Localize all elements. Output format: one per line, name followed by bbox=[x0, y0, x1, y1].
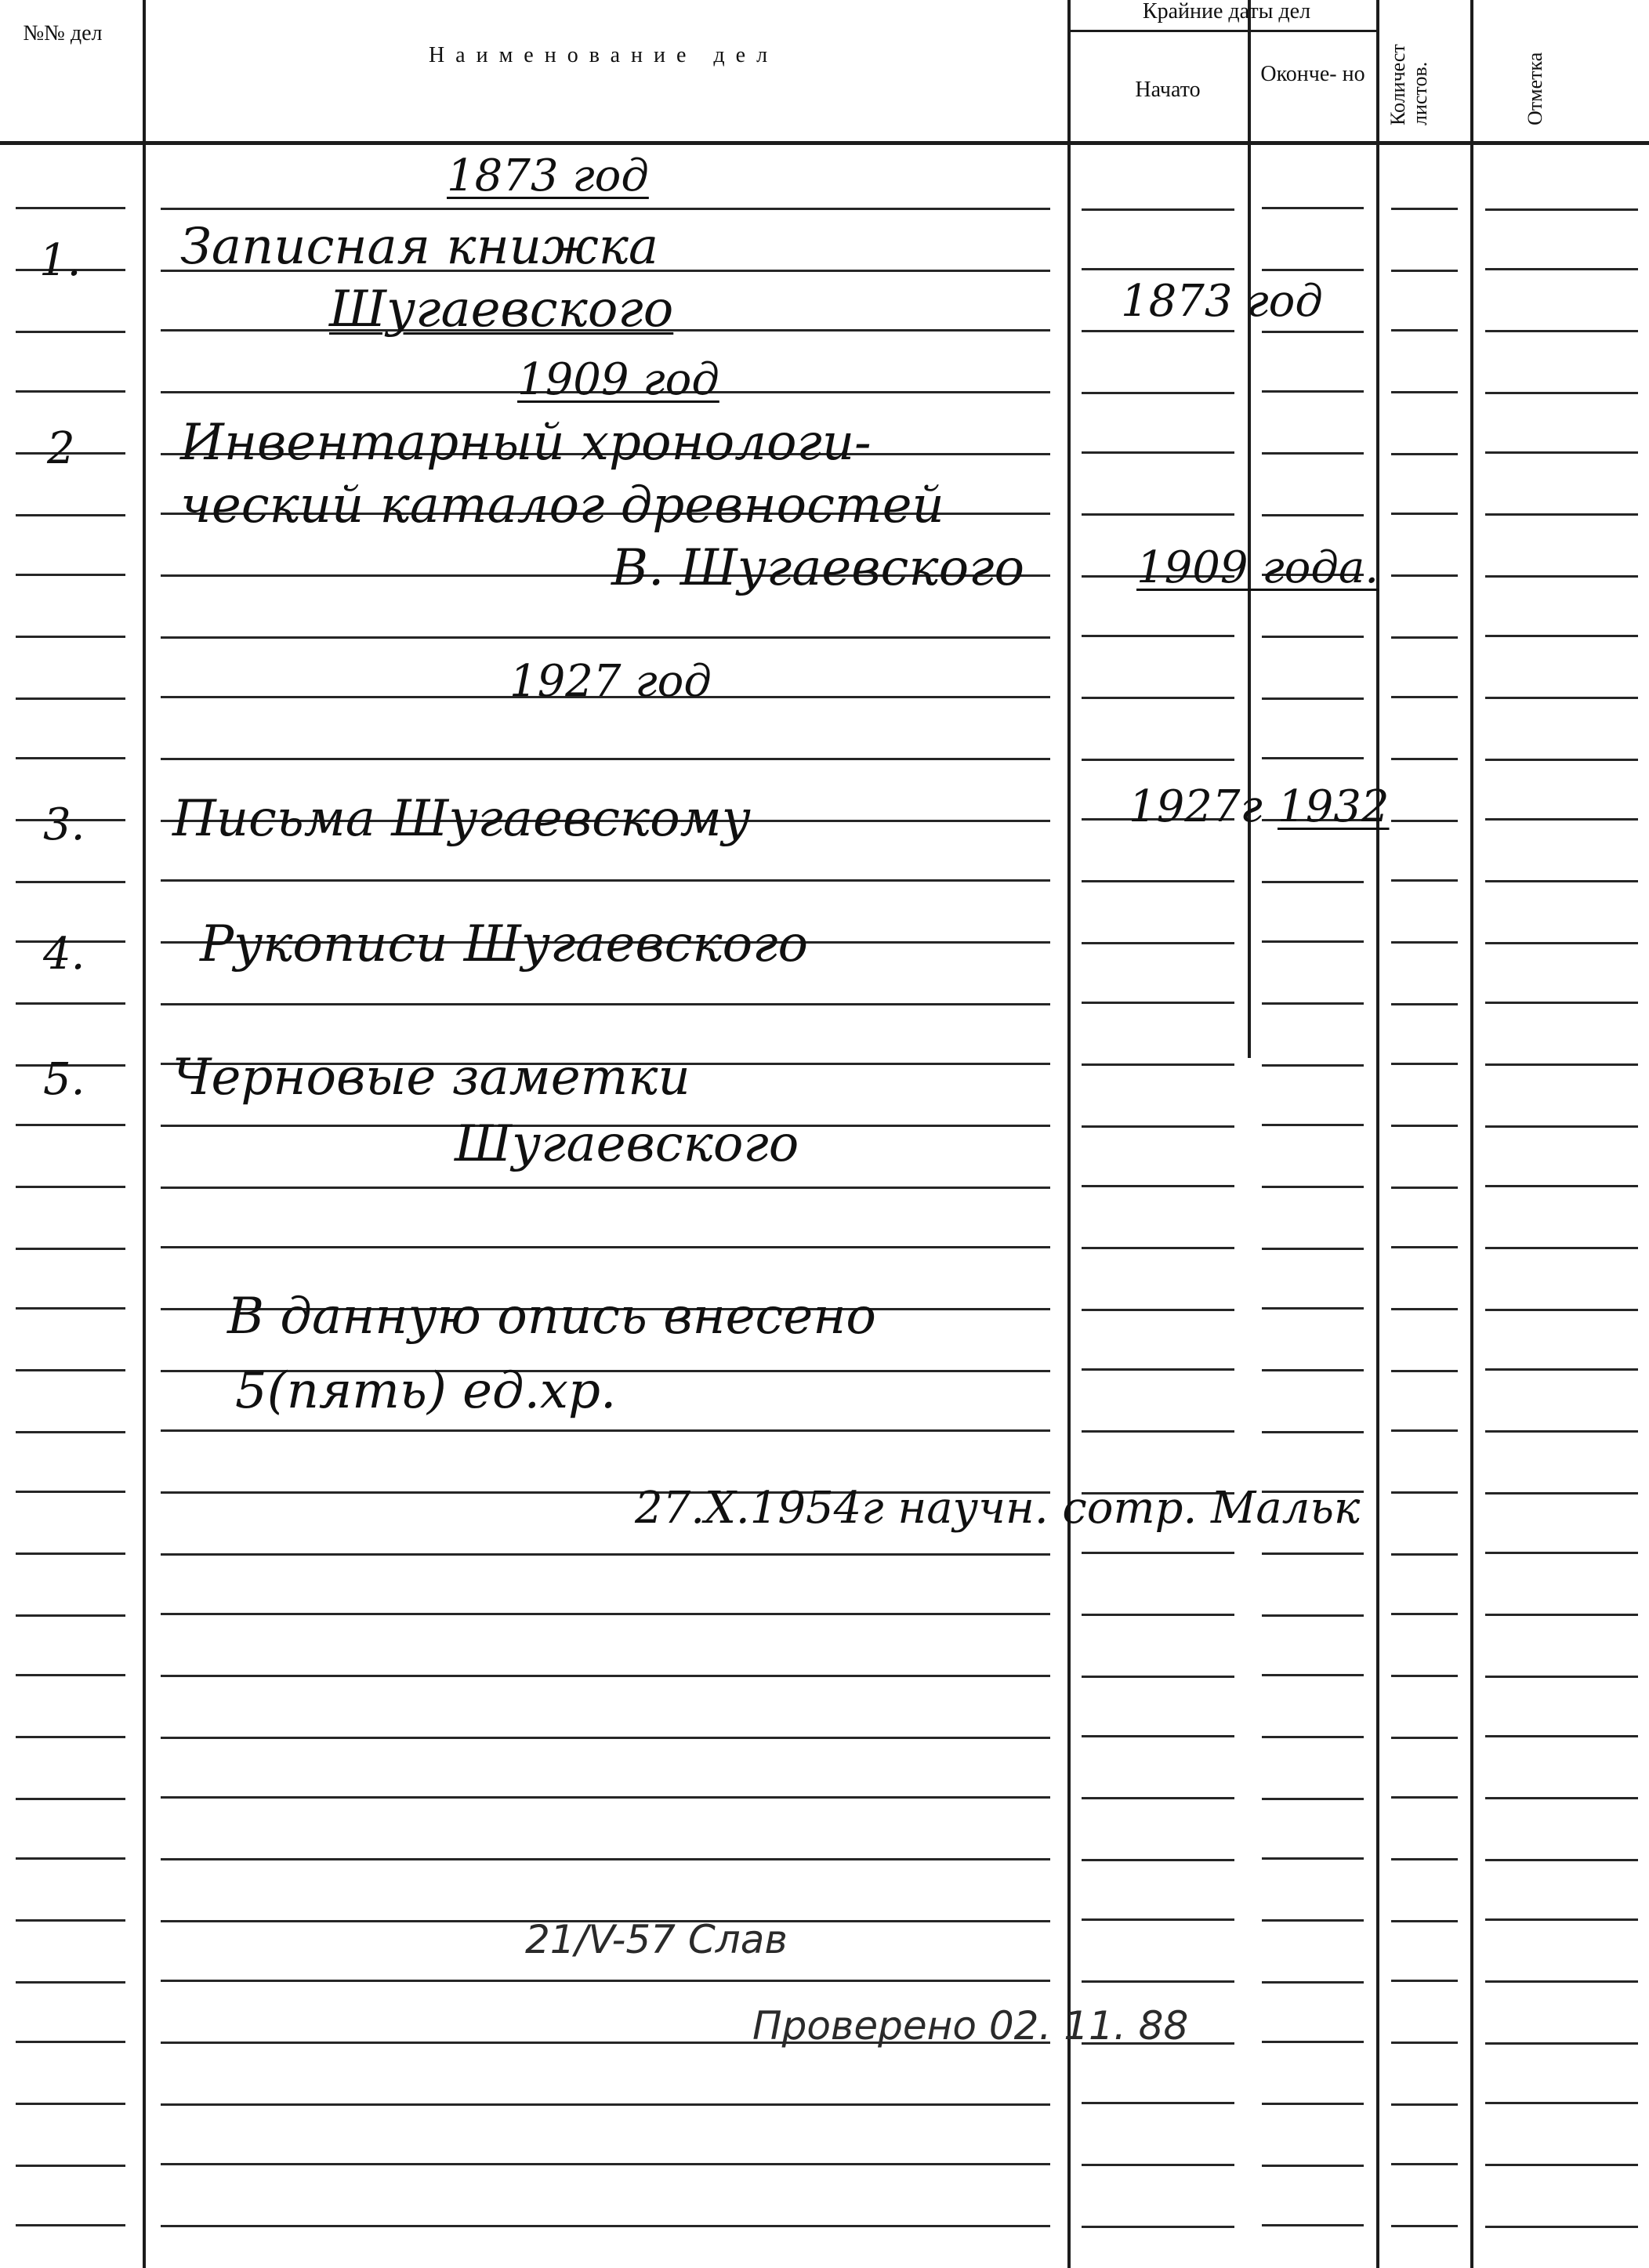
ruled-line bbox=[1485, 1247, 1638, 1249]
ruled-line bbox=[16, 1002, 125, 1005]
ruled-line bbox=[1485, 513, 1638, 516]
ruled-line bbox=[16, 574, 125, 576]
ruled-line bbox=[16, 697, 125, 700]
ruled-line bbox=[1391, 820, 1458, 822]
ruled-line bbox=[1082, 942, 1234, 944]
note-1957: 21/V-57 Слав bbox=[525, 1917, 788, 1962]
ruled-line bbox=[1082, 1002, 1234, 1004]
ruled-line bbox=[1082, 1309, 1234, 1311]
ruled-line bbox=[1391, 1125, 1458, 1127]
ruled-line bbox=[1082, 268, 1234, 270]
ruled-line bbox=[1262, 881, 1364, 883]
ruled-line bbox=[16, 881, 125, 883]
ruled-line bbox=[1391, 270, 1458, 272]
entry-title-3: Письма Шугаевскому bbox=[172, 790, 751, 848]
ruled-line bbox=[1485, 635, 1638, 637]
ruled-line bbox=[1391, 1980, 1458, 1982]
ruled-line bbox=[1082, 1918, 1234, 1921]
ruled-line bbox=[1485, 1735, 1638, 1737]
ruled-line bbox=[1262, 2041, 1364, 2043]
ruled-line bbox=[161, 2163, 1050, 2165]
ruled-line bbox=[161, 1187, 1050, 1189]
ruled-line bbox=[1082, 1735, 1234, 1737]
ruled-line bbox=[1485, 575, 1638, 578]
ruled-line bbox=[1082, 880, 1234, 882]
ruled-line bbox=[1391, 1858, 1458, 1860]
ruled-line bbox=[1391, 2163, 1458, 2165]
entry-start-1: 1873 год bbox=[1121, 276, 1323, 327]
ruled-line bbox=[1391, 1187, 1458, 1189]
header-number: №№ дел bbox=[23, 21, 103, 45]
ruled-line bbox=[1391, 1063, 1458, 1065]
ruled-line bbox=[1485, 1859, 1638, 1861]
ruled-line bbox=[16, 1186, 125, 1188]
ruled-line bbox=[1262, 1431, 1364, 1433]
header-start-divider bbox=[1248, 30, 1250, 139]
ruled-line bbox=[16, 207, 125, 209]
ruled-line bbox=[16, 636, 125, 638]
entry-title-2-line1: Инвентарный хронологи- bbox=[180, 414, 872, 472]
ruled-line bbox=[1485, 1614, 1638, 1616]
ruled-line bbox=[1082, 1125, 1234, 1128]
entry-title-1-line2: Шугаевского bbox=[329, 281, 674, 339]
ruled-line bbox=[1485, 818, 1638, 821]
ruled-line bbox=[1485, 2102, 1638, 2104]
note-verified: Проверено 02. 11. 88 bbox=[752, 2003, 1189, 2049]
ruled-line bbox=[1262, 1552, 1364, 1555]
ruled-line bbox=[1262, 1124, 1364, 1126]
ruled-line bbox=[161, 2225, 1050, 2227]
ruled-line bbox=[1485, 330, 1638, 332]
ruled-line bbox=[1485, 1676, 1638, 1678]
entry-number-3: 3. bbox=[43, 799, 85, 850]
column-divider-end bbox=[1376, 0, 1379, 2268]
ruled-line bbox=[16, 2103, 125, 2105]
ruled-line bbox=[1262, 2224, 1364, 2226]
ruled-line bbox=[1391, 208, 1458, 210]
ruled-line bbox=[1391, 2225, 1458, 2227]
header-start: Начато bbox=[1135, 78, 1201, 102]
ruled-line bbox=[161, 1613, 1050, 1615]
ruled-line bbox=[16, 1857, 125, 1860]
summary-signed: 27.X.1954г научн. сотр. Мальк bbox=[635, 1483, 1361, 1534]
year-heading-1873: 1873 год bbox=[447, 150, 649, 201]
ruled-line bbox=[161, 1246, 1050, 1248]
ruled-line bbox=[1262, 1981, 1364, 1984]
ruled-line bbox=[1485, 759, 1638, 761]
ruled-line bbox=[1262, 1736, 1364, 1738]
ruled-line bbox=[1082, 1676, 1234, 1678]
ruled-line bbox=[1082, 330, 1234, 332]
ruled-line bbox=[1391, 879, 1458, 882]
summary-line-2: 5(пять) ед.хр. bbox=[235, 1362, 617, 1420]
summary-line-1: В данную опись внесено bbox=[227, 1288, 876, 1346]
ruled-line bbox=[1262, 1307, 1364, 1310]
ruled-line bbox=[1485, 1797, 1638, 1799]
ruled-line bbox=[1485, 1368, 1638, 1371]
entry-title-1-line1: Записная книжка bbox=[180, 218, 659, 276]
entry-number-2: 2 bbox=[47, 423, 75, 474]
ruled-line bbox=[1485, 2042, 1638, 2045]
ruled-line bbox=[16, 2165, 125, 2167]
ruled-line bbox=[1082, 1552, 1234, 1554]
header-dates-rule bbox=[1067, 30, 1376, 32]
ruled-line bbox=[16, 2224, 125, 2226]
ruled-line bbox=[1485, 1309, 1638, 1311]
ruled-line bbox=[1262, 636, 1364, 638]
ruled-line bbox=[16, 1369, 125, 1371]
ruled-line bbox=[16, 757, 125, 759]
ruled-line bbox=[16, 1798, 125, 1800]
ruled-line bbox=[161, 636, 1050, 639]
ruled-line bbox=[1262, 1002, 1364, 1005]
ruled-line bbox=[1485, 2164, 1638, 2166]
ruled-line bbox=[1391, 758, 1458, 760]
ruled-line bbox=[1262, 1064, 1364, 1067]
ruled-line bbox=[1082, 1368, 1234, 1371]
ruled-line bbox=[1262, 452, 1364, 455]
ruled-line bbox=[1391, 636, 1458, 639]
ruled-line bbox=[1485, 1552, 1638, 1554]
ruled-line bbox=[1391, 513, 1458, 515]
ruled-line bbox=[1262, 757, 1364, 759]
ruled-line bbox=[1391, 1553, 1458, 1556]
ruled-line bbox=[1082, 1797, 1234, 1799]
year-heading-1927: 1927 год bbox=[509, 656, 712, 707]
ruled-line bbox=[1262, 1369, 1364, 1371]
ruled-line bbox=[1391, 2103, 1458, 2106]
ruled-line bbox=[16, 1431, 125, 1433]
ruled-line bbox=[161, 208, 1050, 210]
ruled-line bbox=[1485, 208, 1638, 211]
ruled-line bbox=[1082, 1614, 1234, 1616]
header-end: Оконче- но bbox=[1260, 62, 1365, 86]
entry-number-1: 1. bbox=[39, 235, 82, 286]
ruled-line bbox=[1391, 941, 1458, 944]
ruled-line bbox=[1391, 391, 1458, 393]
year-heading-1909: 1909 год bbox=[517, 354, 719, 405]
ruled-line bbox=[1485, 1430, 1638, 1433]
ruled-line bbox=[1391, 329, 1458, 332]
ruled-line bbox=[1082, 1980, 1234, 1983]
header-bottom-rule bbox=[0, 141, 1649, 145]
ruled-line bbox=[1082, 451, 1234, 454]
ruled-line bbox=[1082, 208, 1234, 211]
header-notes: Отметка bbox=[1524, 52, 1546, 125]
ruled-line bbox=[1391, 1246, 1458, 1248]
ruled-line bbox=[1262, 697, 1364, 700]
ruled-line bbox=[1391, 453, 1458, 455]
ruled-line bbox=[1262, 1614, 1364, 1617]
ruled-line bbox=[161, 1003, 1050, 1005]
ruled-line bbox=[161, 1429, 1050, 1432]
ruled-line bbox=[1262, 2165, 1364, 2167]
ruled-line bbox=[161, 879, 1050, 882]
ruled-line bbox=[1391, 1370, 1458, 1372]
ruled-line bbox=[1262, 514, 1364, 516]
ruled-line bbox=[1262, 1798, 1364, 1800]
header-dates: Крайние даты дел bbox=[1142, 0, 1311, 24]
ruled-line bbox=[1262, 390, 1364, 393]
ruled-line bbox=[16, 1124, 125, 1126]
ruled-line bbox=[16, 1919, 125, 1922]
ruled-line bbox=[1485, 1492, 1638, 1494]
entry-end-3: 1932 bbox=[1278, 781, 1390, 832]
ruled-line bbox=[1485, 1063, 1638, 1066]
ruled-line bbox=[161, 1858, 1050, 1860]
entry-number-5: 5. bbox=[43, 1054, 85, 1105]
ruled-line bbox=[1485, 268, 1638, 270]
ruled-line bbox=[1262, 269, 1364, 271]
ruled-line bbox=[1082, 1185, 1234, 1187]
ruled-line bbox=[1082, 2102, 1234, 2104]
column-divider-title bbox=[1067, 0, 1071, 2268]
column-divider-sheets bbox=[1470, 0, 1473, 2268]
ruled-line bbox=[1262, 207, 1364, 209]
ruled-line bbox=[1082, 1430, 1234, 1433]
ruled-line bbox=[1082, 392, 1234, 394]
header-sheets: Количест листов. bbox=[1386, 44, 1431, 125]
ruled-line bbox=[1391, 1737, 1458, 1739]
ruled-line bbox=[1391, 1491, 1458, 1494]
ruled-line bbox=[1082, 635, 1234, 637]
column-divider-no bbox=[143, 0, 146, 2268]
ruled-line bbox=[16, 1614, 125, 1617]
ruled-line bbox=[1262, 2103, 1364, 2105]
ruled-line bbox=[1485, 697, 1638, 699]
ruled-line bbox=[1485, 1002, 1638, 1004]
ruled-line bbox=[16, 1981, 125, 1984]
ruled-line bbox=[1391, 1613, 1458, 1615]
ruled-line bbox=[16, 390, 125, 393]
ruled-line bbox=[1391, 574, 1458, 577]
ruled-line bbox=[161, 1553, 1050, 1556]
ruled-line bbox=[1485, 451, 1638, 454]
ruled-line bbox=[1082, 697, 1234, 699]
ruled-line bbox=[161, 1980, 1050, 1982]
ruled-line bbox=[1485, 1185, 1638, 1187]
ruled-line bbox=[16, 514, 125, 516]
ruled-line bbox=[16, 1248, 125, 1250]
ruled-line bbox=[1082, 2226, 1234, 2228]
ruled-line bbox=[1262, 1919, 1364, 1922]
ruled-line bbox=[1082, 513, 1234, 516]
ruled-line bbox=[1391, 1308, 1458, 1310]
ruled-line bbox=[1262, 940, 1364, 943]
ruled-line bbox=[1485, 1125, 1638, 1128]
ruled-line bbox=[1262, 1248, 1364, 1250]
ruled-line bbox=[161, 1737, 1050, 1739]
ruled-line bbox=[161, 758, 1050, 760]
ruled-line bbox=[16, 1491, 125, 1493]
ruled-line bbox=[16, 1674, 125, 1676]
ruled-line bbox=[1082, 759, 1234, 761]
ruled-line bbox=[161, 1796, 1050, 1799]
ruled-line bbox=[1391, 1675, 1458, 1677]
entry-title-5-line2: Шугаевского bbox=[455, 1115, 799, 1173]
entry-start-3: 1927г bbox=[1129, 781, 1263, 832]
ruled-line bbox=[1485, 2226, 1638, 2228]
ruled-line bbox=[1262, 331, 1364, 333]
ruled-line bbox=[1082, 1063, 1234, 1066]
entry-title-4: Рукописи Шугаевского bbox=[200, 915, 809, 973]
ruled-line bbox=[1485, 880, 1638, 882]
ruled-line bbox=[1391, 696, 1458, 698]
ruled-line bbox=[1262, 1674, 1364, 1676]
ruled-line bbox=[1391, 1429, 1458, 1432]
ruled-line bbox=[1082, 1247, 1234, 1249]
ruled-line bbox=[16, 1307, 125, 1310]
entry-title-2-line3: В. Шугаевского bbox=[611, 539, 1024, 597]
header-title: Наименование дел bbox=[428, 43, 779, 67]
ruled-line bbox=[161, 2103, 1050, 2106]
ruled-line bbox=[1391, 2042, 1458, 2044]
ruled-line bbox=[1485, 392, 1638, 394]
column-divider-start bbox=[1248, 0, 1251, 1058]
ruled-line bbox=[16, 1736, 125, 1738]
ruled-line bbox=[1485, 1918, 1638, 1921]
ruled-line bbox=[1391, 1003, 1458, 1005]
ruled-line bbox=[1082, 1859, 1234, 1861]
ruled-line bbox=[1262, 1857, 1364, 1860]
entry-title-5-line1: Черновые заметки bbox=[172, 1049, 690, 1107]
entry-start-2: 1909 года. bbox=[1136, 542, 1379, 593]
ruled-line bbox=[16, 1552, 125, 1555]
ruled-line bbox=[1391, 1796, 1458, 1799]
ruled-line bbox=[1082, 2164, 1234, 2166]
entry-title-2-line2: ческий каталог древностей bbox=[180, 476, 944, 534]
ruled-line bbox=[1262, 1186, 1364, 1188]
ruled-line bbox=[1485, 1980, 1638, 1983]
ruled-line bbox=[1485, 942, 1638, 944]
ruled-line bbox=[16, 2041, 125, 2043]
ruled-line bbox=[16, 331, 125, 333]
ruled-line bbox=[1391, 1920, 1458, 1922]
entry-number-4: 4. bbox=[43, 929, 85, 980]
ruled-line bbox=[161, 1675, 1050, 1677]
